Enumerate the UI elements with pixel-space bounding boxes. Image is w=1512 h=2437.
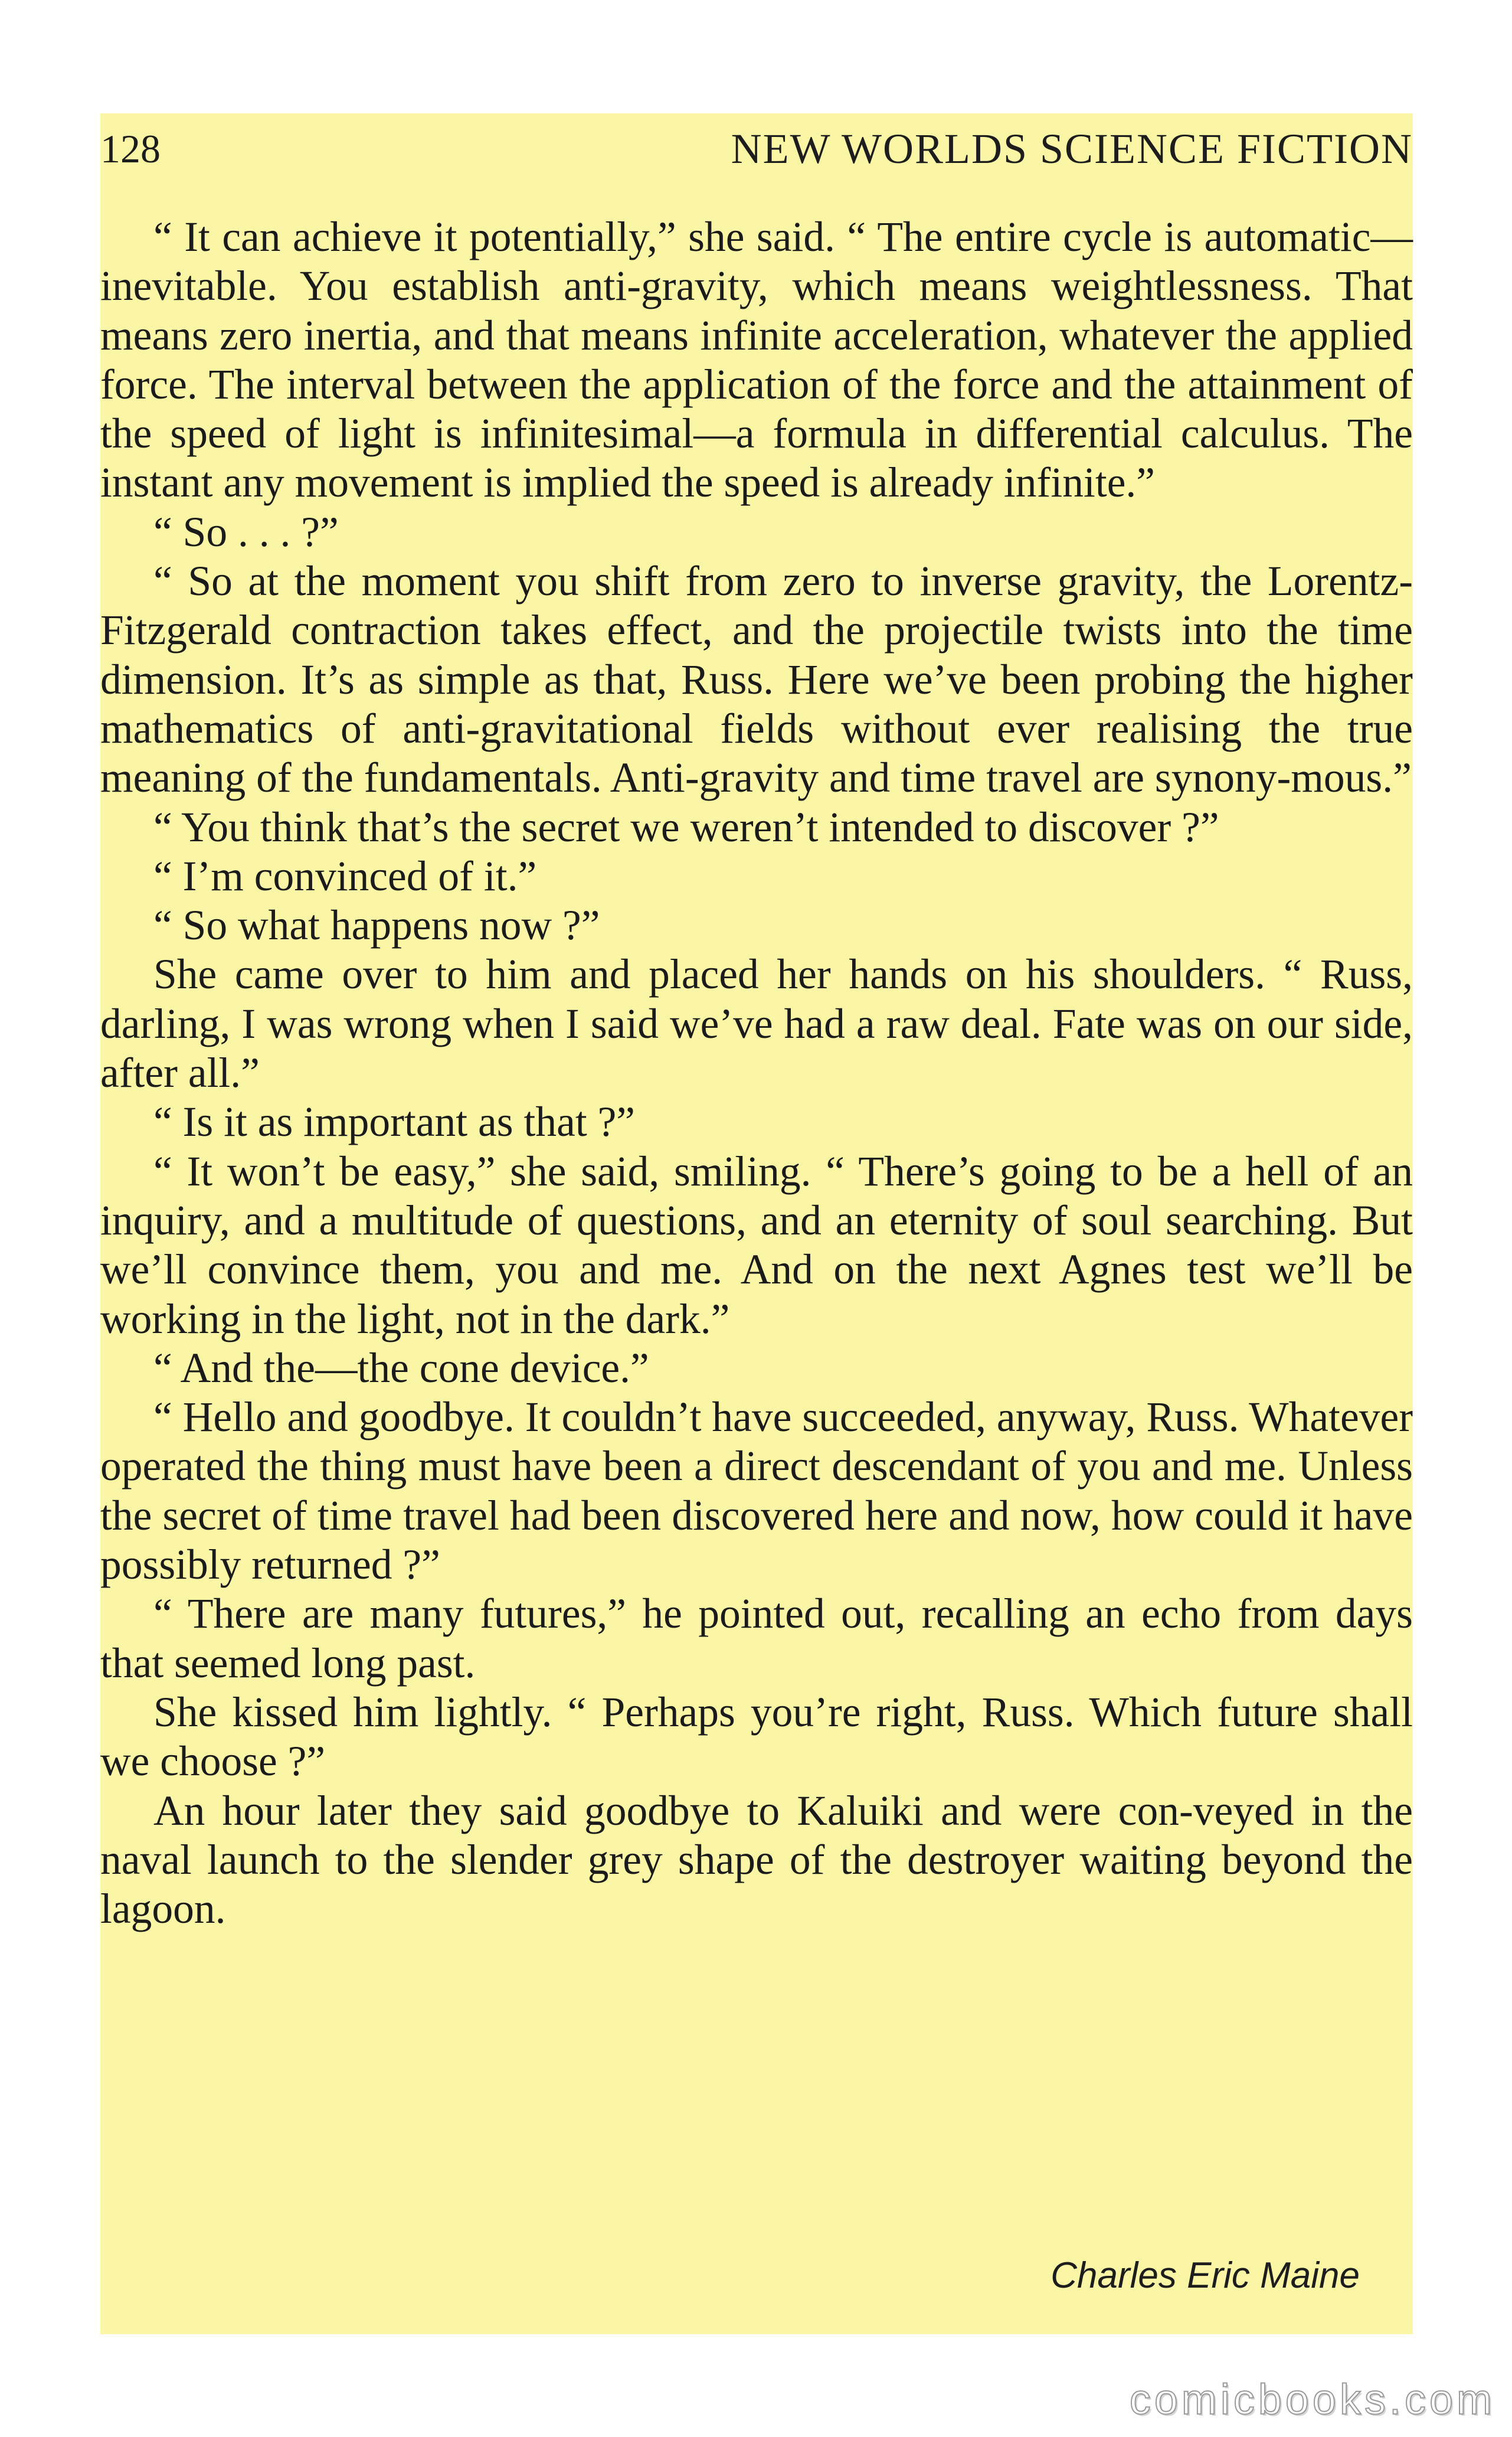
running-title: NEW WORLDS SCIENCE FICTION [731, 125, 1413, 172]
paragraph: “ There are many futures,” he pointed out, recalling an echo from days that seemed long past. [100, 1590, 1413, 1687]
page-header [100, 119, 1413, 178]
site-watermark: comicbooks.com [1129, 2376, 1495, 2423]
paragraph: “ It won’t be easy,” she said, smiling. “ There’s going to be a hell of an inquiry, and a multitude of questions, and an eternity of soul searching. But we’ll convince them, you and me. And on the next Agnes test we’ll be working in the light, not in the dark.” [100, 1148, 1413, 1342]
page-number: 128 [100, 126, 161, 171]
paragraph: “ I’m convinced of it.” [153, 852, 537, 900]
paragraph: She came over to him and placed her hands on his shoulders. “ Russ, darling, I was wrong when I said we’ve had a raw deal. Fate was on our side, after all.” [100, 951, 1413, 1097]
paragraph: “ And the—the cone device.” [153, 1344, 649, 1391]
paragraph: “ Hello and goodbye. It couldn’t have succeeded, anyway, Russ. Whatever operated the thing must have been a direct descendant of you and me. Unless the secret of time travel had been discovered here and now, how could it have possibly returned ?” [100, 1394, 1413, 1589]
paragraph: “ So at the moment you shift from zero to inverse gravity, the Lorentz-Fitzgerald contraction takes effect, and the projectile twists into the time dimension. It’s as simple as that, Russ. Here we’ve been probing the higher mathematics of anti-gravitational fields without ever realising the true meaning of the fundamentals. Anti-gravity and time travel are synony-mous.” [100, 558, 1413, 802]
magazine-page [100, 113, 1413, 2334]
story-text [100, 213, 1413, 1933]
paragraph: “ So . . . ?” [153, 508, 339, 556]
author-byline: Charles Eric Maine [1050, 2255, 1360, 2296]
paragraph: “ You think that’s the secret we weren’t intended to discover ?” [153, 803, 1219, 851]
paragraph: “ So what happens now ?” [153, 902, 600, 949]
paragraph: “ Is it as important as that ?” [153, 1099, 636, 1146]
paragraph: She kissed him lightly. “ Perhaps you’re right, Russ. Which future shall we choose ?” [100, 1688, 1413, 1785]
paragraph: “ It can achieve it potentially,” she said. “ The entire cycle is automatic—inevitable. You establish anti-gravity, which means weightlessness. That means zero inertia, and that means infinite acceleration, whatever the applied force. The interval between the application of the force and the attainment of the speed of light is infinitesimal—a formula in differential calculus. The instant any movement is implied the speed is already infinite.” [100, 214, 1413, 507]
paragraph: An hour later they said goodbye to Kaluiki and were con-veyed in the naval launch to the slender grey shape of the destroyer waiting beyond the lagoon. [100, 1787, 1413, 1933]
